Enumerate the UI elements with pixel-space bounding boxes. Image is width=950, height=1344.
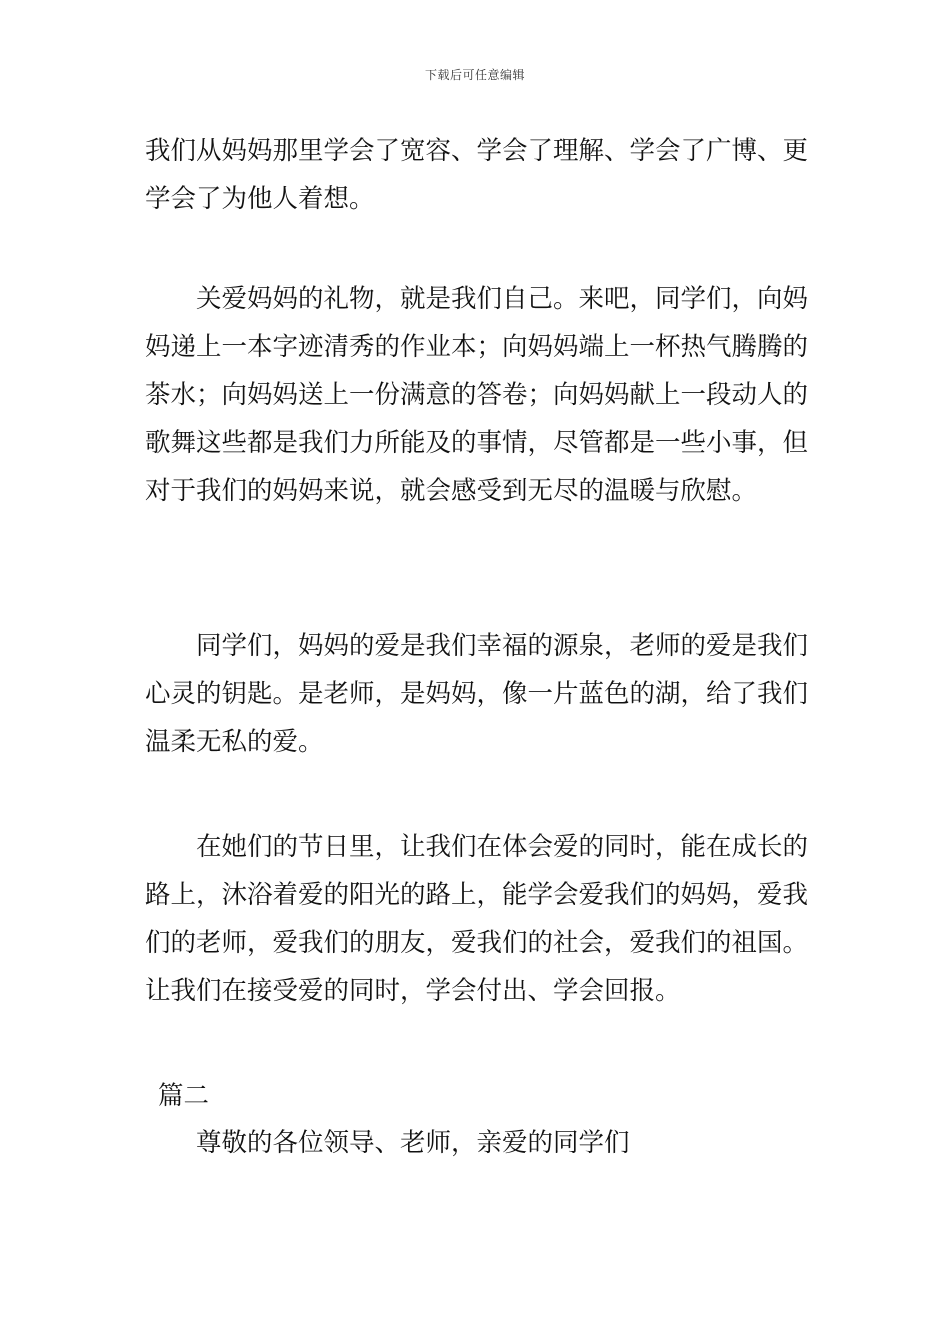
- salutation: 尊敬的各位领导、老师，亲爱的同学们: [196, 1128, 630, 1158]
- paragraph-4: 在她们的节日里，让我们在体会爱的同时，能在成长的路上，沐浴着爱的阳光的路上，能学会爱我们的妈妈，爱我们的老师，爱我们的朋友，爱我们的社会，爱我们的祖国。让我们在接受爱的同时，学会付出、学会回报。: [145, 832, 809, 1006]
- paragraph-2: 关爱妈妈的礼物，就是我们自己。来吧，同学们，向妈妈递上一本字迹清秀的作业本；向妈妈端上一杯热气腾腾的茶水；向妈妈送上一份满意的答卷；向妈妈献上一段动人的歌舞这些都是我们力所能及的事情，尽管都是一些小事，但对于我们的妈妈来说，就会感受到无尽的温暖与欣慰。: [145, 284, 809, 506]
- paragraph-3: 同学们，妈妈的爱是我们幸福的源泉，老师的爱是我们心灵的钥匙。是老师，是妈妈，像一片蓝色的湖，给了我们温柔无私的爱。: [145, 631, 809, 757]
- paragraph-1: 我们从妈妈那里学会了宽容、学会了理解、学会了广博、更学会了为他人着想。: [145, 136, 809, 214]
- header-note: 下载后可任意编辑: [424, 68, 525, 82]
- section-title: 篇二: [158, 1081, 210, 1111]
